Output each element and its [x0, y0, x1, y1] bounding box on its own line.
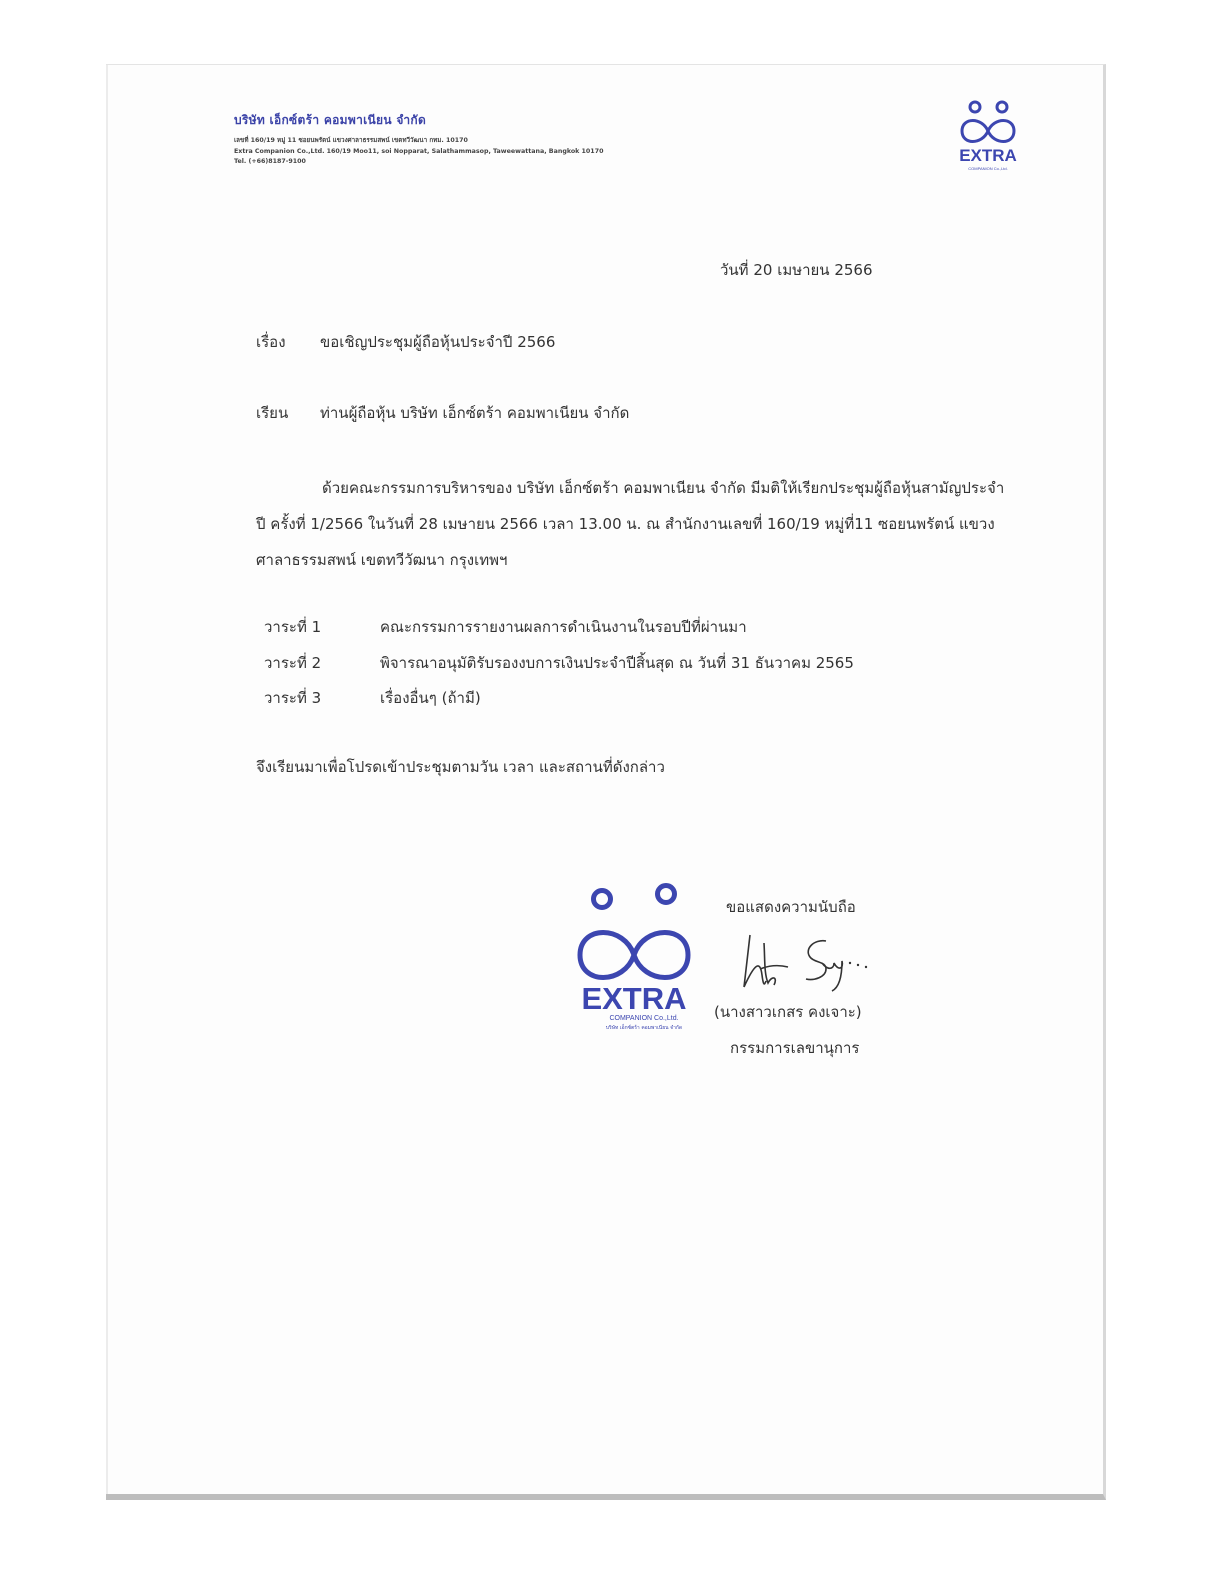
agenda-label: วาระที่ 3 [264, 689, 322, 707]
logo-text: EXTRA [959, 146, 1017, 165]
company-seal [570, 877, 718, 1047]
seal-subtext-th: บริษัท เอ็กซ์ตร้า คอมพาเนียน จำกัด [605, 1025, 683, 1031]
handwritten-signature [734, 925, 884, 995]
extra-logo-icon [942, 95, 1034, 181]
company-address-en: Extra Companion Co.,Ltd. 160/19 Moo11, soi Nopparat, Salathammasop, Taweewattana, Bangkok 10170 [234, 148, 604, 155]
seal-subtext: COMPANION Co.,Ltd. [609, 1015, 679, 1022]
agenda-item: เรื่องอื่นๆ (ถ้ามี) [380, 689, 481, 707]
regards-text: ขอแสดงความนับถือ [726, 898, 856, 916]
signer-name: (นางสาวเกสร คงเจาะ) [714, 1003, 862, 1021]
seal-logo-icon [570, 877, 718, 1047]
letter-body: ด้วยคณะกรรมการบริหารของ บริษัท เอ็กซ์ตร้า คอมพาเนียน จำกัด มีมติให้เรียกประชุมผู้ถือหุ้นสามัญประจำปี ครั้งที่ 1/2566 ในวันที่ 28 เมษายน 2566 เวลา 13.00 น. ณ สำนักงานเลขที่ 160/19 หมู่ที่11 ซอยนพรัตน์ แขวงศาลาธรรมสพน์ เขตทวีวัฒนา กรุงเทพฯ [256, 479, 1005, 569]
company-address-th: เลขที่ 160/19 หมู่ 11 ซอยนพรัตน์ แขวงศาลาธรรมสพน์ เขตทวีวัฒนา กทม. 10170 [234, 137, 468, 144]
company-logo [942, 95, 1034, 181]
agenda-item: คณะกรรมการรายงานผลการดำเนินงานในรอบปีที่ผ่านมา [380, 618, 747, 636]
company-tel: Tel. (+66)8187-9100 [234, 158, 306, 165]
logo-subtext: COMPANION Co.,Ltd. [968, 166, 1008, 171]
letter-date: วันที่ 20 เมษายน 2566 [720, 261, 873, 279]
agenda-item: พิจารณาอนุมัติรับรองงบการเงินประจำปีสิ้นสุด ณ วันที่ 31 ธันวาคม 2565 [380, 654, 854, 672]
recipient-text: ท่านผู้ถือหุ้น บริษัท เอ็กซ์ตร้า คอมพาเนียน จำกัด [320, 404, 630, 422]
recipient-label: เรียน [256, 404, 289, 422]
agenda-label: วาระที่ 1 [264, 618, 322, 636]
letter-page [106, 64, 1106, 1500]
signature-icon [734, 925, 884, 995]
subject-label: เรื่อง [256, 333, 286, 351]
signer-position: กรรมการเลขานุการ [730, 1039, 860, 1057]
seal-text: EXTRA [581, 981, 687, 1016]
letterhead [234, 111, 603, 165]
subject-text: ขอเชิญประชุมผู้ถือหุ้นประจำปี 2566 [320, 333, 556, 351]
company-name: บริษัท เอ็กซ์ตร้า คอมพาเนียน จำกัด [234, 113, 427, 127]
closing-text: จึงเรียนมาเพื่อโปรดเข้าประชุมตามวัน เวลา และสถานที่ดังกล่าว [256, 758, 665, 776]
agenda-label: วาระที่ 2 [264, 654, 322, 672]
